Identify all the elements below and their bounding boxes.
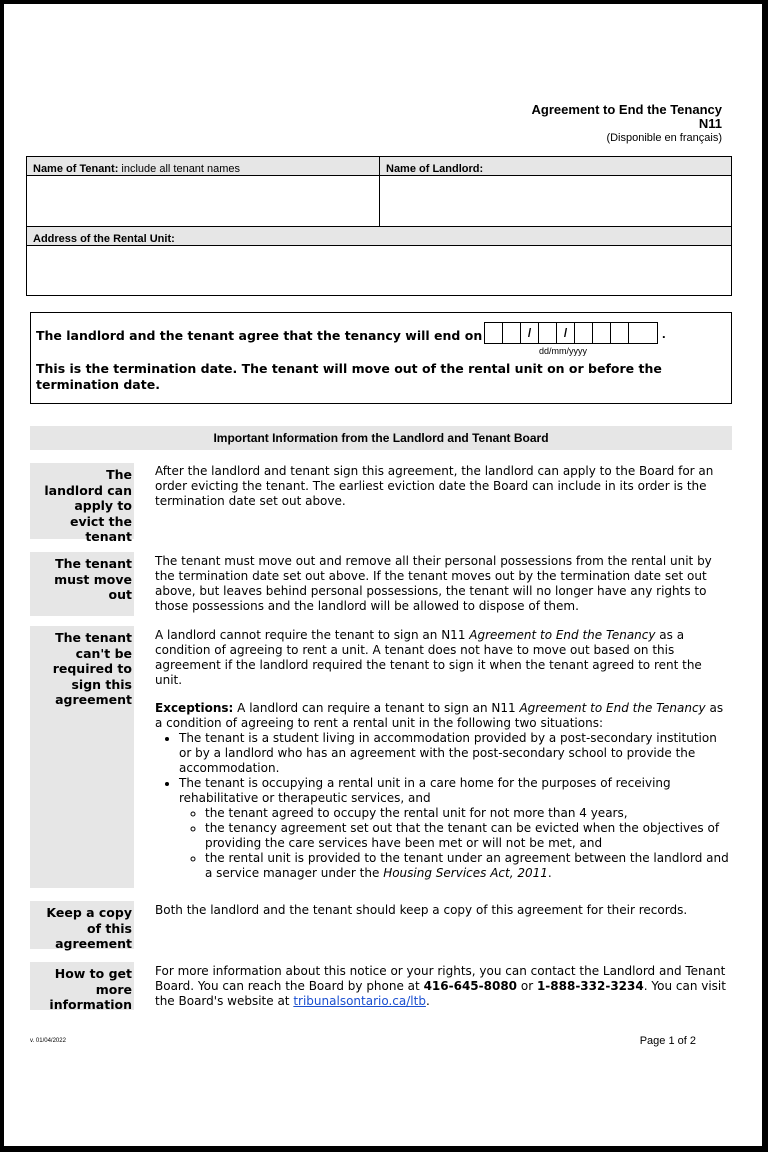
address-label: Address of the Rental Unit: bbox=[33, 233, 175, 245]
termination-note: This is the termination date. The tenant will move out of the rental unit on or before the termination date. bbox=[36, 361, 662, 392]
section-more-info-title: How to get more information bbox=[30, 962, 134, 1010]
landlord-name-field[interactable] bbox=[379, 175, 732, 227]
date-digit bbox=[485, 323, 503, 343]
agreement-statement: The landlord and the tenant agree that the tenancy will end on bbox=[36, 328, 483, 343]
tenant-name-field[interactable] bbox=[26, 175, 380, 227]
form-header bbox=[532, 102, 722, 145]
ltb-website-link[interactable]: tribunalsontario.ca/ltb bbox=[293, 994, 426, 1008]
exception-student: • The tenant is a student living in accommodation provided by a post-secondary institution or by a landlord who has an agreement with the post-secondary school to provide the accommodation. bbox=[179, 731, 729, 776]
phone-local: 416-645-8080 bbox=[423, 979, 518, 993]
care-home-conditions bbox=[179, 806, 729, 881]
date-digit bbox=[629, 323, 647, 343]
phone-toll-free: 1-888-332-3234 bbox=[536, 979, 644, 993]
section-not-required-body bbox=[155, 628, 729, 881]
termination-date-input[interactable] bbox=[484, 322, 658, 344]
section-keep-copy-body: Both the landlord and the tenant should keep a copy of this agreement for their records. bbox=[155, 903, 688, 917]
tenant-label-cell bbox=[26, 156, 380, 176]
important-info-heading: Important Information from the Landlord and Tenant Board bbox=[30, 426, 732, 450]
date-separator: / bbox=[521, 323, 539, 343]
exceptions-paragraph: Exceptions: A landlord can require a tenant to sign an N11 Agreement to End the Tenancy as a condition of agreeing to rent a rental unit in the following two situations: bbox=[155, 701, 724, 730]
agreement-period: . bbox=[662, 326, 666, 341]
section-not-required-title: The tenant can't be required to sign this agreement bbox=[30, 626, 134, 888]
tenant-label: Name of Tenant: bbox=[33, 163, 119, 175]
date-digit bbox=[575, 323, 593, 343]
date-separator: / bbox=[557, 323, 575, 343]
tenant-hint: include all tenant names bbox=[121, 163, 241, 175]
form-title: Agreement to End the Tenancy bbox=[531, 102, 722, 117]
page-number: Page 1 of 2 bbox=[639, 1035, 696, 1047]
exception-care-home: • The tenant is occupying a rental unit in a care home for the purposes of receiving rehabilitative or therapeutic services, and ◦ the tenant agreed to occupy the rental unit for not more than 4 years, ◦ the tenancy agreement set out that the tenant can be evicted when the objectives of providing the care services have been met or will not be met, and ◦ the rental unit is provided to the tenant under an agreement between the landlord and a service manager under the Housing Services Act, 2011. bbox=[179, 776, 729, 881]
condition-service-manager: ◦ the rental unit is provided to the tenant under an agreement between the landlord and a service manager under the Housing Services Act, 2011. bbox=[205, 851, 729, 881]
address-label-cell bbox=[26, 226, 732, 246]
version-label: v. 01/04/2022 bbox=[30, 1038, 66, 1044]
date-digit bbox=[503, 323, 521, 343]
form-code: N11 bbox=[698, 116, 722, 131]
exceptions-list bbox=[155, 731, 729, 881]
date-digit bbox=[593, 323, 611, 343]
french-availability-note: (Disponible en français) bbox=[606, 132, 722, 144]
section-keep-copy-title: Keep a copy of this agreement bbox=[30, 901, 134, 949]
condition-objectives: ◦ the tenancy agreement set out that the tenant can be evicted when the objectives of providing the care services have been met or will not be met, and bbox=[205, 821, 729, 851]
date-digit bbox=[539, 323, 557, 343]
condition-4-years: ◦ the tenant agreed to occupy the rental unit for not more than 4 years, bbox=[205, 806, 729, 821]
date-format-hint: dd/mm/yyyy bbox=[539, 346, 588, 356]
address-field[interactable] bbox=[26, 245, 732, 296]
landlord-label-cell bbox=[379, 156, 732, 176]
landlord-label: Name of Landlord: bbox=[386, 163, 484, 175]
section-move-out-title: The tenant must move out bbox=[30, 552, 134, 616]
section-evict-title: The landlord can apply to evict the tenant bbox=[30, 463, 134, 539]
section-evict-body: After the landlord and tenant sign this agreement, the landlord can apply to the Board for an order evicting the tenant. The earliest eviction date the Board can include in its order is the termination date set out above. bbox=[155, 464, 714, 508]
not-required-paragraph: A landlord cannot require the tenant to sign an N11 Agreement to End the Tenancy as a condition of agreeing to rent a unit. A tenant does not have to move out based on this agreement if the landlord required the tenant to sign it when the tenant agreed to rent the unit. bbox=[155, 628, 702, 687]
section-more-info-body: For more information about this notice or your rights, you can contact the Landlord and Tenant Board. You can reach the Board by phone at 416-645-8080 or 1-888-332-3234. You can visit the Board's website at tribunalsontario.ca/ltb. bbox=[155, 964, 726, 1008]
date-digit bbox=[611, 323, 629, 343]
section-move-out-body: The tenant must move out and remove all their personal possessions from the rental unit by the termination date set out above. If the tenant moves out by the termination date set out above, but leaves behind personal possessions, the tenant will no longer have any rights to those possessions and the landlord will be allowed to dispose of them. bbox=[155, 554, 712, 613]
